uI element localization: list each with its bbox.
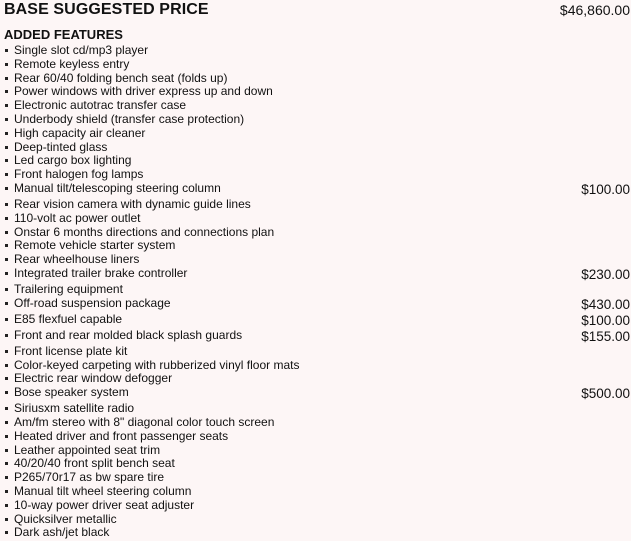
feature-row <box>4 297 631 313</box>
bullet-icon <box>5 146 8 149</box>
feature-row <box>4 416 631 430</box>
feature-row <box>4 313 631 329</box>
bullet-icon <box>5 187 8 190</box>
feature-label: Single slot cd/mp3 player <box>14 43 149 57</box>
feature-label: Onstar 6 months directions and connections plan <box>14 224 275 239</box>
feature-label: Rear wheelhouse liners <box>14 252 140 267</box>
bullet-icon <box>5 90 8 93</box>
feature-label: Color-keyed carpeting with rubberized vinyl floor mats <box>14 357 300 372</box>
bullet-icon <box>5 132 8 135</box>
bullet-icon <box>5 449 8 452</box>
bullet-icon <box>5 272 8 275</box>
feature-row <box>4 44 631 58</box>
feature-row <box>4 283 631 297</box>
feature-row <box>4 386 631 402</box>
feature-label: Deep-tinted glass <box>14 139 108 154</box>
bullet-icon <box>5 244 8 247</box>
feature-row <box>4 372 631 386</box>
bullet-icon <box>5 288 8 291</box>
feature-price: $100.00 <box>581 312 630 328</box>
bullet-icon <box>5 421 8 424</box>
base-price-value: $46,860.00 <box>559 2 630 18</box>
bullet-icon <box>5 77 8 80</box>
bullet-icon <box>5 462 8 465</box>
features-list <box>4 44 631 540</box>
feature-row <box>4 457 631 471</box>
feature-price: $430.00 <box>581 296 630 312</box>
feature-row <box>4 72 631 86</box>
feature-row <box>4 99 631 113</box>
feature-label: Front halogen fog lamps <box>14 167 144 182</box>
feature-row <box>4 198 631 212</box>
bullet-icon <box>5 490 8 493</box>
feature-label: Heated driver and front passenger seats <box>14 428 229 443</box>
feature-row <box>4 226 631 240</box>
bullet-icon <box>5 302 8 305</box>
feature-label: 10-way power driver seat adjuster <box>14 497 195 512</box>
feature-label: Bose speaker system <box>14 385 129 400</box>
bullet-icon <box>5 391 8 394</box>
bullet-icon <box>5 350 8 353</box>
feature-row <box>4 85 631 99</box>
feature-row <box>4 359 631 373</box>
bullet-icon <box>5 518 8 521</box>
bullet-icon <box>5 318 8 321</box>
bullet-icon <box>5 435 8 438</box>
feature-label: Front license plate kit <box>14 343 128 358</box>
feature-row <box>4 253 631 267</box>
feature-row <box>4 127 631 141</box>
feature-label: Manual tilt/telescoping steering column <box>14 180 221 195</box>
bullet-icon <box>5 364 8 367</box>
bullet-icon <box>5 504 8 507</box>
feature-row <box>4 113 631 127</box>
feature-label: Quicksilver metallic <box>14 511 117 526</box>
feature-row <box>4 444 631 458</box>
feature-label: Rear 60/40 folding bench seat (folds up) <box>14 70 228 85</box>
feature-label: Manual tilt wheel steering column <box>14 483 192 498</box>
feature-row <box>4 154 631 168</box>
bullet-icon <box>5 118 8 121</box>
feature-label: Front and rear molded black splash guards <box>14 327 243 342</box>
feature-label: Am/fm stereo with 8" diagonal color touch screen <box>14 414 275 429</box>
feature-price: $155.00 <box>581 328 630 344</box>
feature-price: $230.00 <box>581 266 630 282</box>
feature-label: Remote keyless entry <box>14 56 130 71</box>
feature-label: Remote vehicle starter system <box>14 238 176 253</box>
feature-row <box>4 182 631 198</box>
feature-row <box>4 471 631 485</box>
feature-label: 40/20/40 front split bench seat <box>14 456 175 471</box>
bullet-icon <box>5 407 8 410</box>
feature-label: Integrated trailer brake controller <box>14 265 188 280</box>
bullet-icon <box>5 377 8 380</box>
feature-row <box>4 212 631 226</box>
feature-row <box>4 430 631 444</box>
added-features-title: ADDED FEATURES <box>4 27 123 42</box>
bullet-icon <box>5 476 8 479</box>
feature-price: $500.00 <box>581 386 630 402</box>
feature-row <box>4 141 631 155</box>
bullet-icon <box>5 159 8 162</box>
feature-label: Off-road suspension package <box>14 295 171 310</box>
feature-row <box>4 267 631 283</box>
bullet-icon <box>5 173 8 176</box>
feature-label: Leather appointed seat trim <box>14 442 161 457</box>
feature-label: Underbody shield (transfer case protection) <box>14 111 245 126</box>
feature-label: Electric rear window defogger <box>14 371 173 386</box>
bullet-icon <box>5 231 8 234</box>
feature-row <box>4 329 631 345</box>
bullet-icon <box>5 63 8 66</box>
bullet-icon <box>5 203 8 206</box>
feature-row <box>4 345 631 359</box>
feature-label: P265/70r17 as bw spare tire <box>14 470 165 485</box>
bullet-icon <box>5 217 8 220</box>
feature-label: Siriusxm satellite radio <box>14 401 135 416</box>
feature-label: Led cargo box lighting <box>14 153 132 168</box>
bullet-icon <box>5 334 8 337</box>
feature-label: Trailering equipment <box>14 281 123 296</box>
bullet-icon <box>5 258 8 261</box>
feature-row <box>4 58 631 72</box>
feature-label: Rear vision camera with dynamic guide lines <box>14 196 251 211</box>
feature-row <box>4 168 631 182</box>
feature-label: Electronic autotrac transfer case <box>14 98 187 113</box>
feature-row <box>4 526 631 540</box>
feature-label: Power windows with driver express up and down <box>14 84 273 99</box>
feature-label: E85 flexfuel capable <box>14 311 123 326</box>
feature-label: Dark ash/jet black <box>14 525 110 540</box>
feature-row <box>4 513 631 527</box>
feature-row <box>4 402 631 416</box>
feature-row <box>4 239 631 253</box>
feature-price: $100.00 <box>581 181 630 197</box>
bullet-icon <box>5 49 8 52</box>
bullet-icon <box>5 531 8 534</box>
feature-label: High capacity air cleaner <box>14 125 146 140</box>
feature-row <box>4 485 631 499</box>
bullet-icon <box>5 104 8 107</box>
base-price-header <box>4 0 631 20</box>
feature-label: 110-volt ac power outlet <box>14 210 141 225</box>
feature-row <box>4 499 631 513</box>
base-price-title: BASE SUGGESTED PRICE <box>4 1 209 18</box>
